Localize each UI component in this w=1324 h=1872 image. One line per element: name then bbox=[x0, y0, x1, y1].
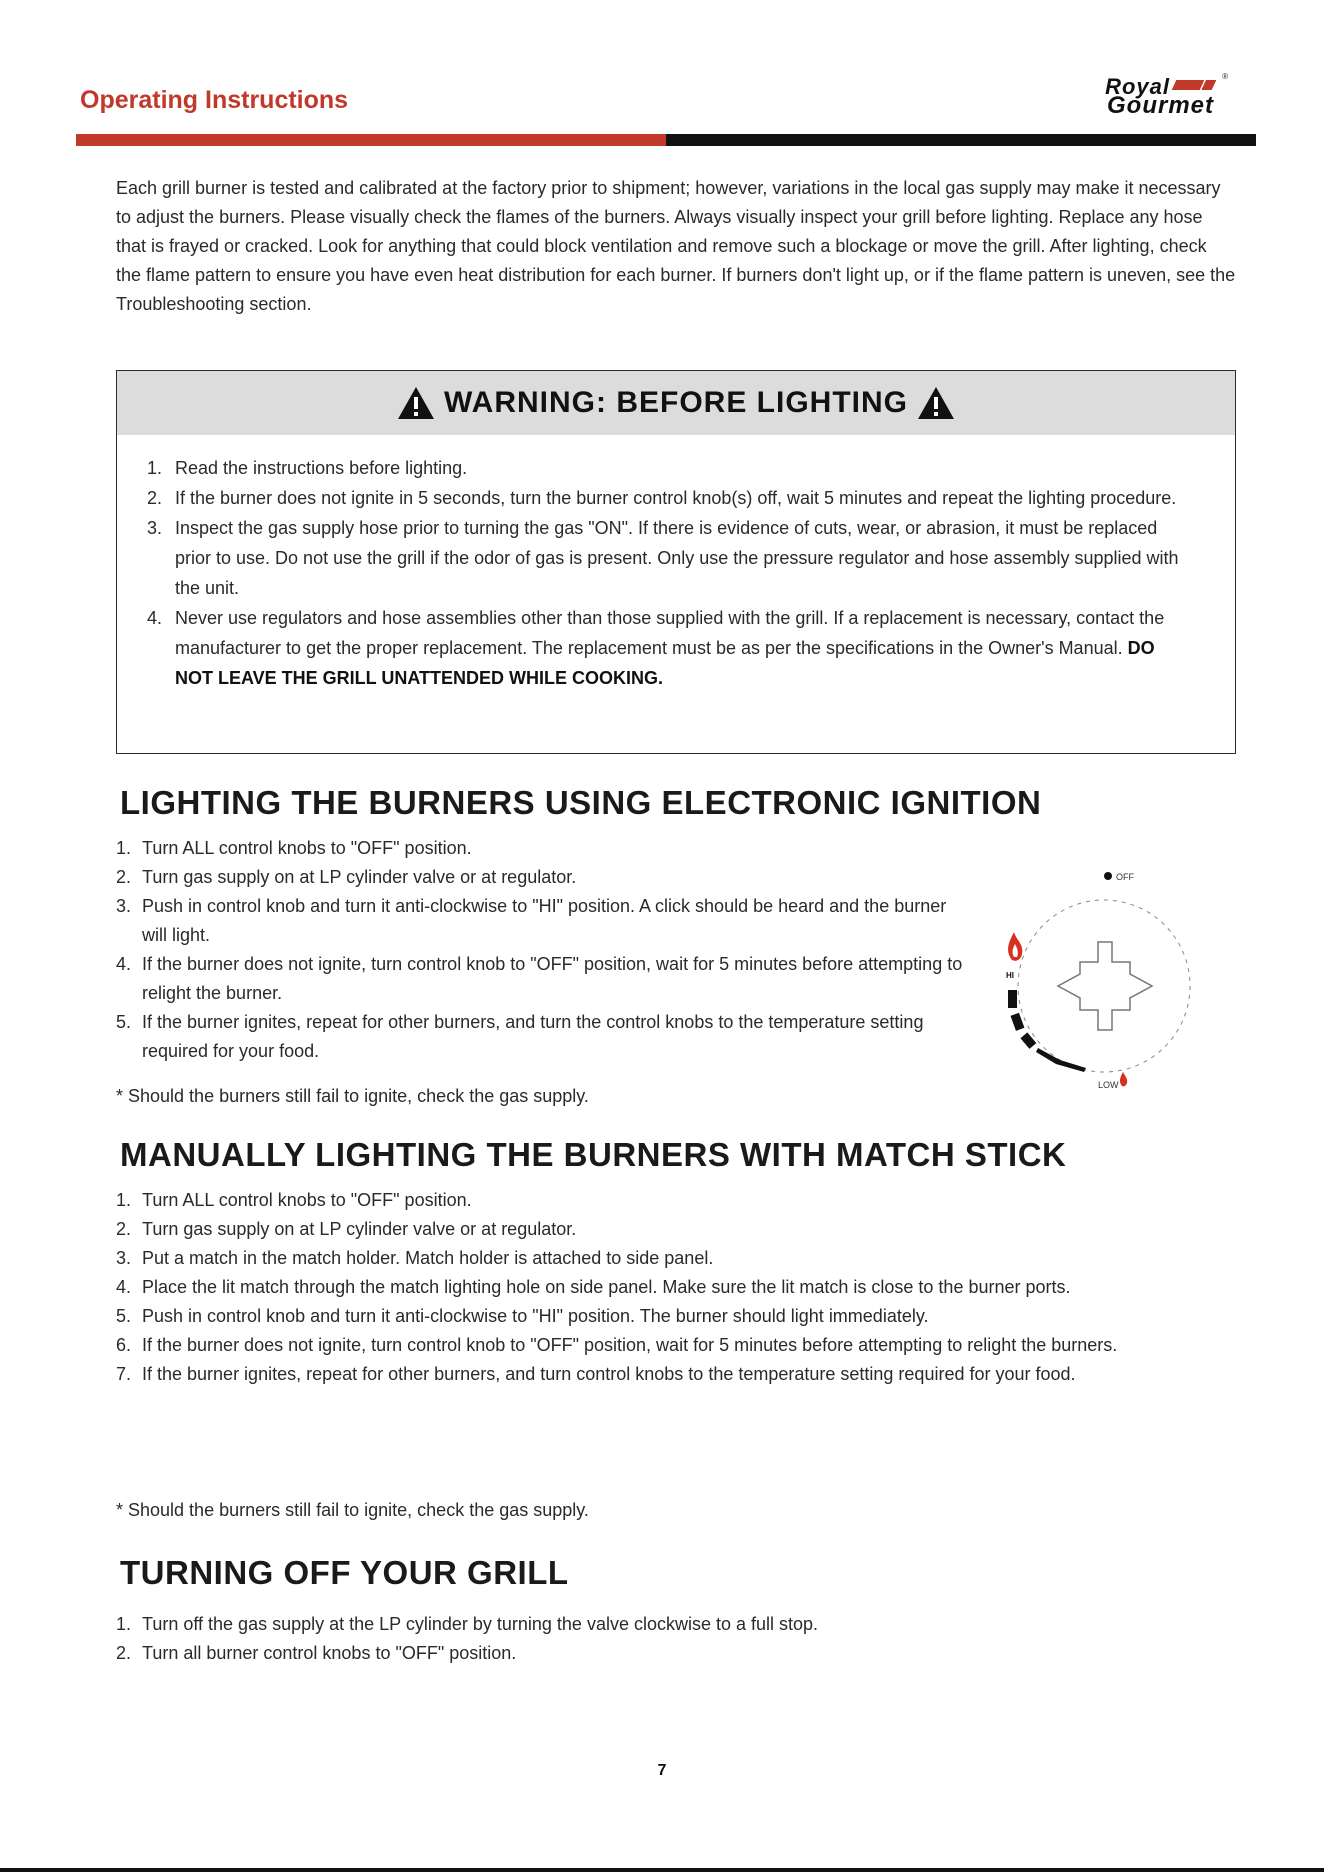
page-header bbox=[80, 72, 1260, 122]
list-item: 4. Place the lit match through the match lighting hole on side panel. Make sure the lit match is close to the burner ports. bbox=[116, 1277, 1071, 1297]
manual-steps bbox=[116, 1186, 1236, 1389]
header-rule bbox=[76, 134, 1256, 146]
list-item: 1. Turn off the gas supply at the LP cylinder by turning the valve clockwise to a full stop. bbox=[116, 1614, 819, 1634]
bottom-rule bbox=[0, 1868, 1324, 1872]
section-title-turning-off: TURNING OFF YOUR GRILL bbox=[120, 1554, 569, 1591]
heat-scale-mark bbox=[1011, 1013, 1025, 1031]
list-item: 3. Inspect the gas supply hose prior to turning the gas "ON". If there is evidence of cuts, wear, or abrasion, it must be replaced prior to use. Do not use the grill if the odor of gas is present. Only use the pressure regulator and hose assembly supplied with the unit. bbox=[147, 518, 1179, 598]
warning-header bbox=[117, 371, 1235, 435]
brand-logo-line2: Gourmet bbox=[1106, 92, 1214, 119]
off-marker-dot bbox=[1104, 872, 1112, 880]
intro-paragraph: Each grill burner is tested and calibrated at the factory prior to shipment; however, variations in the local gas supply may make it necessary to adjust the burners. Please visually check the flames of the burners. Always visually inspect your grill before lighting. Replace any hose that is frayed or cracked. Look for anything that could block ventilation and remove such a blockage or move the grill. After lighting, check the flame pattern to ensure you have even heat distribution for each burner. If burners don't light up, or if the flame pattern is uneven, see the Troubleshooting section. bbox=[116, 178, 1236, 314]
hi-label: HI bbox=[1006, 971, 1014, 980]
list-item: 4. Never use regulators and hose assemblies other than those supplied with the grill. If a replacement is necessary, contact the manufacturer to get the proper replacement. The replacement must be as per the specifications in the Owner's Manual. DO NOT LEAVE THE GRILL UNATTENDED WHILE COOKING. bbox=[147, 608, 1165, 688]
list-item: 2. Turn gas supply on at LP cylinder valve or at regulator. bbox=[116, 867, 577, 887]
warning-list bbox=[117, 453, 1235, 693]
knob-icon bbox=[1058, 942, 1152, 1030]
heat-scale-mark bbox=[1008, 990, 1017, 1008]
warning-triangle-icon bbox=[916, 385, 956, 421]
registered-mark: ® bbox=[1222, 72, 1228, 81]
control-knob-diagram bbox=[980, 862, 1220, 1098]
warning-box bbox=[116, 370, 1236, 754]
brand-logo bbox=[1010, 72, 1230, 119]
list-item: 1. Read the instructions before lighting. bbox=[147, 458, 468, 478]
list-item: 1. Turn ALL control knobs to "OFF" position. bbox=[116, 838, 472, 858]
electronic-note: * Should the burners still fail to ignite, check the gas supply. bbox=[116, 1086, 589, 1106]
brand-logo-stripe bbox=[1172, 80, 1217, 90]
header-title: Operating Instructions bbox=[80, 86, 349, 114]
brand-logo-line1: Royal bbox=[1105, 74, 1170, 99]
list-item: 3. Put a match in the match holder. Match holder is attached to side panel. bbox=[116, 1248, 714, 1268]
list-item: 1. Turn ALL control knobs to "OFF" position. bbox=[116, 1190, 472, 1210]
electronic-steps bbox=[116, 834, 976, 1066]
warning-triangle-icon bbox=[396, 385, 436, 421]
header-rule-accent bbox=[76, 134, 666, 146]
low-flame-icon bbox=[1120, 1072, 1127, 1086]
list-item: 3. Push in control knob and turn it anti-clockwise to "HI" position. A click should be heard and the burner will light. bbox=[116, 896, 947, 945]
list-item: 7. If the burner ignites, repeat for other burners, and turn control knobs to the temperature setting required for your food. bbox=[116, 1364, 1076, 1384]
list-item: 2. Turn all burner control knobs to "OFF" position. bbox=[116, 1643, 517, 1663]
warning-emphasis: DO NOT LEAVE THE GRILL UNATTENDED WHILE COOKING. bbox=[175, 638, 1155, 688]
list-item: 6. If the burner does not ignite, turn control knob to "OFF" position, wait for 5 minutes before attempting to relight the burners. bbox=[116, 1335, 1118, 1355]
list-item: 2. Turn gas supply on at LP cylinder valve or at regulator. bbox=[116, 1219, 577, 1239]
section-title-electronic-ignition: LIGHTING THE BURNERS USING ELECTRONIC IGNITION bbox=[120, 784, 1042, 821]
list-item: 4. If the burner does not ignite, turn control knob to "OFF" position, wait for 5 minutes before attempting to relight the burner. bbox=[116, 954, 963, 1003]
off-label: OFF bbox=[1116, 872, 1134, 882]
knob-rotation-path bbox=[1018, 900, 1190, 1072]
warning-title: WARNING: BEFORE LIGHTING bbox=[444, 386, 908, 419]
page-number: 7 bbox=[657, 1762, 667, 1779]
section-title-manual-lighting: MANUALLY LIGHTING THE BURNERS WITH MATCH STICK bbox=[120, 1136, 1067, 1173]
list-item: 5. Push in control knob and turn it anti-clockwise to "HI" position. The burner should light immediately. bbox=[116, 1306, 929, 1326]
list-item: 5. If the burner ignites, repeat for other burners, and turn the control knobs to the temperature setting required for your food. bbox=[116, 1012, 924, 1061]
manual-note: * Should the burners still fail to ignite, check the gas supply. bbox=[116, 1500, 589, 1520]
low-label: LOW bbox=[1098, 1080, 1119, 1090]
heat-scale-mark bbox=[1020, 1032, 1036, 1049]
turnoff-steps bbox=[116, 1610, 1236, 1668]
list-item: 2. If the burner does not ignite in 5 seconds, turn the burner control knob(s) off, wait 5 minutes and repeat the lighting procedure. bbox=[147, 488, 1177, 508]
